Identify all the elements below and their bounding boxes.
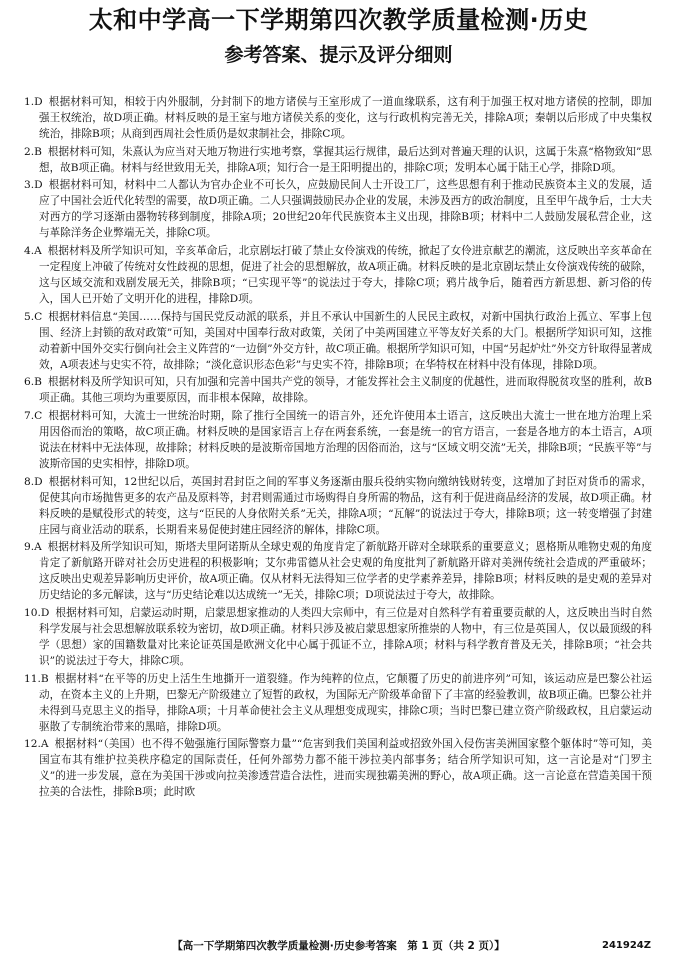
- item-explanation: 根据材料及所学知识可知，辛亥革命后，北京剧坛打破了禁止女伶演戏的传统，掀起了女伶进京献艺的潮流，这反映出辛亥革命在一定程度上冲破了传统对女性歧视的思想，促进了社会的思想解放，故A项正确。材料反映的是北京剧坛禁止女伶演戏传统的破除，这与区域交流和戏剧发展无关，排除B项；“已实现平等”的说法过于夸大，排除C项；鸦片战争后，随着西方新思想、新习俗的传入，国人已开始了文明开化的进程，排除D项。: [39, 244, 652, 306]
- answer-list: [24, 94, 652, 802]
- item-explanation: 根据材料“在平等的历史上活生生地撕开一道裂缝。作为纯粹的位点，它颠覆了历史的前进序列”可知，该运动应是巴黎公社运动，在资本主义的上升期，巴黎无产阶级建立了短暂的政权，为国际无产阶级革命留下了丰富的经验教训，故B项正确。巴黎公社并未得到马克思主义的指导，排除A项；十月革命使社会主义从理想变成现实，排除C项；当时巴黎已建立资产阶级政权，且启蒙运动驱散了专制统治带来的黑暗，排除D项。: [39, 672, 652, 733]
- answer-item-2: [24, 144, 652, 176]
- item-explanation: 根据材料可知，相较于内外服制，分封制下的地方诸侯与王室形成了一道血缘联系，这有利于加强王权对地方诸侯的控制，即加强王权统治，故D项正确。材料反映的是王室与地方诸侯关系的变化，这与行政机构完善无关，排除A项；秦朝以后形成了中央集权统治，排除B项；从商到西周社会性质仍是奴隶制社会，排除C项。: [39, 96, 652, 141]
- item-answer: A: [34, 541, 42, 554]
- item-explanation: 根据材料可知，材料中二人都认为官办企业不可长久，应鼓励民间人士开设工厂，这些思想有利于推动民族资本主义的发展，适应了中国社会近代化转型的需要，故D项正确。二人只强调鼓励民办企业的发展，未涉及西方的政治制度，且至甲午战争后，士大夫对西方的学习逐渐由器物转移到制度，排除A项；20世纪20年代民族资本主义出现，排除B项；材料中二人鼓励发展私营企业，这与革除洋务企业弊端无关，排除C项。: [39, 179, 652, 240]
- item-explanation: 根据材料及所学知识可知，斯塔夫里阿诺斯从全球史观的角度肯定了新航路开辟对全球联系的重要意义；恩格斯从唯物史观的角度肯定了新航路开辟对社会历史进程的积极影响；艾尔弗雷德从社会史观的角度批判了新航路开辟对美洲传统社会造成的严重破坏；这反映出史观差异影响历史评价，故A项正确。仅从材料无法得知三位学者的史学素养差异，排除B项；材料反映的是史观的差异对历史结论的多元解读，这与“历史结论难以达成统一”无关，排除C项；D项说法过于夸大，故排除。: [39, 541, 652, 602]
- item-answer: B: [34, 376, 42, 389]
- answer-item-10: [24, 605, 652, 669]
- item-number: 1.: [24, 96, 35, 108]
- item-explanation: 根据材料可知，大流士一世统治时期，除了推行全国统一的语言外，还允许使用本土语言，这反映出大流士一世在地方治理上采用因俗而治的策略，故C项正确。材料反映的是国家语言上存在两套系统，一套是统一的官方语言，一套是各地方的本土语言，A项说法在材料中无法体现，故排除；材料反映的是波斯帝国地方治理的因俗而治，这与“区域文明交流”无关，排除B项；“民族平等”与波斯帝国的史实相悖，排除D项。: [39, 409, 652, 471]
- item-answer: D: [40, 606, 50, 619]
- answer-item-8: [24, 474, 652, 538]
- item-number: 2.: [24, 145, 35, 158]
- item-answer: A: [40, 738, 49, 751]
- page-footer: [0, 937, 677, 955]
- item-answer: C: [34, 409, 43, 422]
- footer-page-info: 【高一下学期第四次教学质量检测·历史参考答案 第 1 页（共 2 页）】: [172, 940, 505, 952]
- item-explanation: 根据材料及所学知识可知，只有加强和完善中国共产党的领导，才能发挥社会主义制度的优越性，进而取得脱贫攻坚的胜利，故B项正确。其他三项均为重要原因，而非根本保障，故排除。: [39, 376, 652, 405]
- item-number: 6.: [24, 376, 35, 389]
- item-answer: A: [34, 244, 42, 257]
- item-answer: B: [34, 145, 42, 158]
- answer-item-1: [24, 94, 652, 142]
- item-number: 4.: [24, 244, 35, 257]
- item-answer: C: [34, 310, 43, 323]
- item-answer: D: [34, 475, 43, 488]
- page-subtitle: 参考答案、提示及评分细则: [224, 44, 453, 66]
- answer-item-11: [24, 671, 652, 735]
- item-explanation: 根据材料“（美国）也不得不勉强施行国际警察力量”“危害到我们美国利益或招致外国入侵伤害美洲国家整个躯体时”等可知，美国宣布其有维护拉美秩序稳定的国际责任，任何外部势力都不能干涉拉美内部事务；结合所学知识可知，这一言论是对“门罗主义”的进一步发展，意在为美国干涉或向拉美渗透营造合法性，进而实现独霸美洲的野心，故A项正确。这一言论意在营造美国干预拉美的合法性，排除B项；此时欧: [39, 738, 652, 799]
- answer-item-12: [24, 736, 652, 800]
- item-number: 5.: [24, 310, 35, 323]
- page-title: 太和中学高一下学期第四次教学质量检测·历史: [88, 6, 589, 34]
- item-number: 9.: [24, 541, 35, 554]
- item-explanation: 根据材料信息“美国……保持与国民党反动派的联系，并且不承认中国新生的人民民主政权，对新中国执行政治上孤立、军事上包围、经济上封锁的敌对政策”可知，美国对中国奉行敌对政策，关闭了中美两国建立平等友好关系的大门。根据所学知识可知，这推动着新中国外交实行倒向社会主义阵营的“一边倒”外交方针，故C项正确。根据所学知识可知，中国“另起炉灶”外交方针取得显著成效，A项表述与史实不符，故排除；“淡化意识形态色彩”与史实不符，排除B项；在华特权在材料中没有体现，排除D项。: [39, 310, 652, 371]
- answer-item-9: [24, 539, 652, 603]
- item-answer: D: [34, 179, 43, 192]
- item-number: 11.: [24, 672, 41, 685]
- answer-item-4: [24, 243, 652, 307]
- item-explanation: 根据材料可知，朱熹认为应当对天地万物进行实地考察，掌握其运行规律，最后达到对普遍天理的认识，这属于朱熹“格物致知”思想，故B项正确。材料与经世致用无关，排除A项；知行合一是王阳明提出的，排除C项；发明本心属于陆王心学，排除D项。: [39, 145, 652, 174]
- item-number: 7.: [24, 409, 35, 422]
- item-explanation: 根据材料可知，启蒙运动时期，启蒙思想家推动的人类四大宗师中，有三位是对自然科学有着重要贡献的人，这反映出当时自然科学发展与社会思想解放联系较为密切，故D项正确。材料只涉及被启蒙思想家所推崇的人物中，有三位是英国人，仅以最顶级的科学（思想）家的国籍数量对比来论证英国是欧洲文化中心属于孤证不立，排除A项；材料与科学教育普及无关，排除B项；“社会共识”的说法过于夸大，排除C项。: [39, 606, 652, 668]
- item-answer: D: [34, 96, 43, 108]
- item-number: 12.: [24, 738, 41, 751]
- footer-exam-code: 241924Z: [602, 940, 651, 951]
- item-explanation: 根据材料可知，12世纪以后，英国封君封臣之间的军事义务逐渐由服兵役纳实物向缴纳钱财转变，这增加了封臣对货币的需求，促使其向市场抛售更多的农产品及原料等，封君则需通过市场购得自身所需的物品，这有利于促进商品经济的发展，故D项正确。材料反映的是赋役形式的转变，这与“臣民的人身依附关系”无关，排除A项；“瓦解”的说法过于夸大，排除B项；这一转变增强了封建庄园与商业活动的联系，长期看来易促使封建庄园经济的解体，排除C项。: [39, 475, 652, 536]
- item-number: 10.: [24, 606, 41, 619]
- answer-item-7: [24, 408, 652, 472]
- answer-item-6: [24, 374, 652, 406]
- item-number: 8.: [24, 475, 35, 488]
- item-answer: B: [40, 672, 49, 685]
- answer-item-5: [24, 309, 652, 373]
- item-number: 3.: [24, 179, 35, 192]
- answer-item-3: [24, 177, 652, 241]
